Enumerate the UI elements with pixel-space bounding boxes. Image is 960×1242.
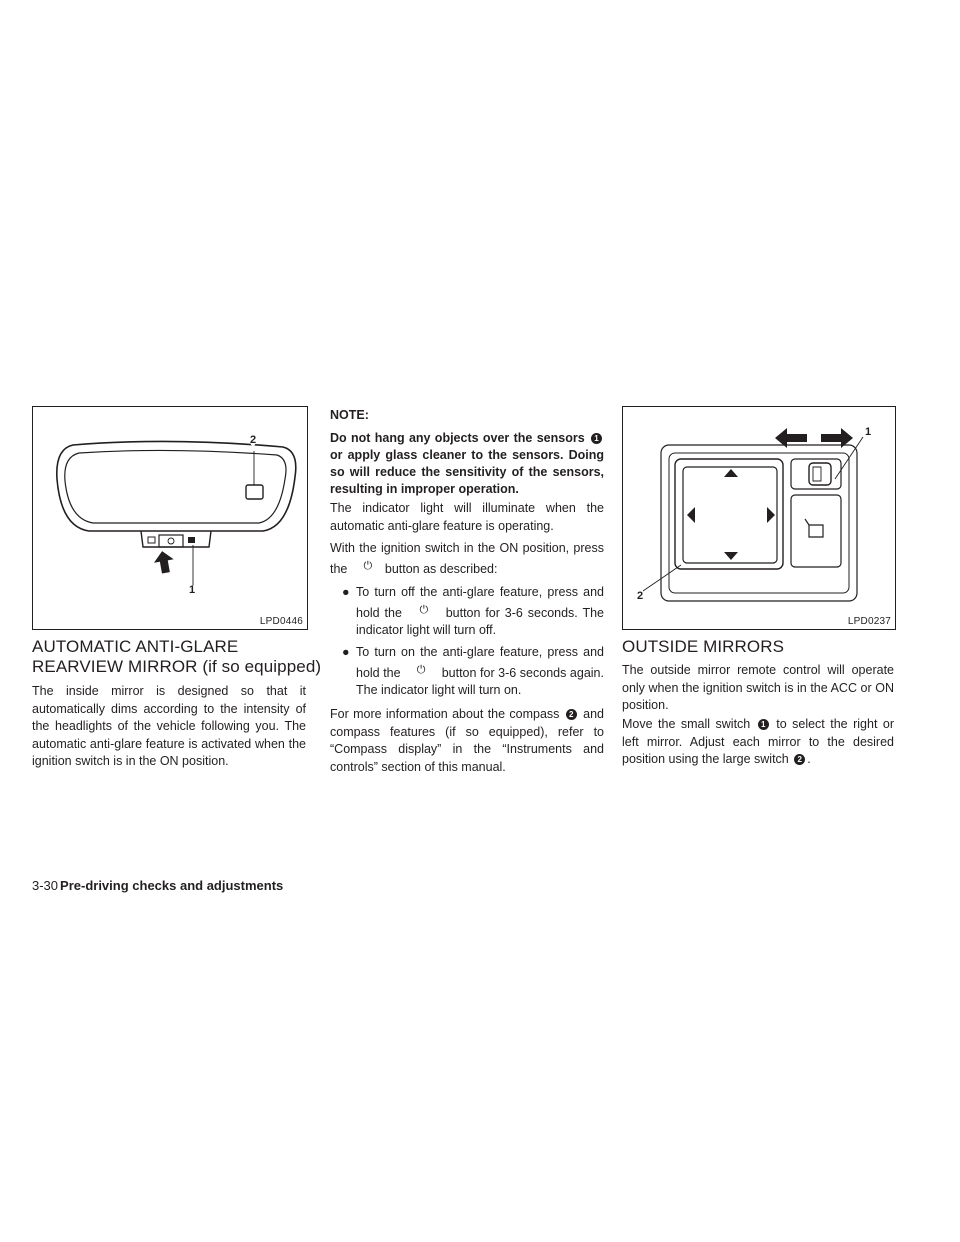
bullet-turn-off <box>342 584 604 640</box>
figure-rearview-mirror <box>32 406 308 630</box>
callout-2: 2 <box>637 590 644 602</box>
section-title-rearview-mirror <box>32 637 332 677</box>
chapter-title: Pre-driving checks and adjustments <box>60 878 284 893</box>
power-icon: ⏻ <box>419 603 429 616</box>
section-title-outside-mirrors: OUTSIDE MIRRORS <box>622 637 785 656</box>
rearview-mirror-description: The inside mirror is designed so that it automatically dims according to the intensity of the headlights of the vehicle following you. The automatic anti-glare feature is activated when the ignition switch is in the ON position. <box>32 684 306 768</box>
note-text-2: or apply glass cleaner to the sensors. Doing so will reduce the sensitivity of the sensors, resulting in improper operation. <box>330 448 604 496</box>
callout-1: 1 <box>865 426 872 438</box>
outside-mirrors-paragraph-1: The outside mirror remote control will operate only when the ignition switch is in the ACC or ON position. <box>622 663 894 712</box>
title-line-2: REARVIEW MIRROR (if so equipped) <box>32 657 322 676</box>
outside-callout-1: 1 <box>758 719 769 730</box>
bullet-turn-on <box>342 644 604 700</box>
outside-text-1: Move the small switch <box>622 717 751 731</box>
ignition-text-1: With the ignition switch in the ON position, press the <box>330 541 604 576</box>
callout-2: 2 <box>250 434 257 446</box>
page-number: 3-30 <box>32 878 59 893</box>
outside-text-2: to select the right or left mirror. Adjust each mirror to the desired position using the large switch <box>622 717 895 766</box>
callout-1: 1 <box>189 584 196 596</box>
bullet-turn-on-text-2: button for 3-6 seconds again. The indicator light will turn on. <box>356 665 604 697</box>
page-footer <box>32 878 283 893</box>
rearview-mirror-illustration <box>33 407 307 629</box>
bullet-turn-off-text-1: To turn off the anti-glare feature, press and hold the <box>356 585 604 620</box>
bullet-turn-off-text-2: button for 3-6 seconds. The indicator light will turn off. <box>356 605 604 637</box>
compass-paragraph <box>330 706 604 776</box>
bullet-dot: ● <box>342 645 350 659</box>
power-icon: ⏻ <box>416 663 426 676</box>
figure-outside-mirror-switch <box>622 406 896 630</box>
compass-text-2: and compass features (if so equipped), refer to “Compass display” in the “Instruments and controls” section of this manual. <box>330 707 604 774</box>
indicator-paragraph: The indicator light will illuminate when the automatic anti-glare feature is operating. <box>330 501 604 533</box>
bullet-turn-on-text-1: To turn on the anti-glare feature, press and hold the <box>356 645 604 680</box>
power-icon: ⏻ <box>363 559 373 572</box>
bullet-dot: ● <box>342 585 350 599</box>
note-text-1: Do not hang any objects over the sensors <box>330 431 585 445</box>
compass-callout-2: 2 <box>566 709 577 720</box>
title-line-1: AUTOMATIC ANTI-GLARE <box>32 637 239 656</box>
compass-text-1: For more information about the compass <box>330 707 560 721</box>
note-heading: NOTE: <box>330 408 369 422</box>
note-callout-1: 1 <box>591 433 602 444</box>
outside-callout-2: 2 <box>794 754 805 765</box>
mirror-switch-illustration <box>623 407 895 629</box>
figure-code: LPD0446 <box>259 616 303 627</box>
note-body <box>330 430 604 498</box>
ignition-text-2: button as described: <box>384 561 498 576</box>
outside-mirrors-paragraph-2 <box>622 716 894 769</box>
ignition-paragraph <box>330 540 604 578</box>
outside-text-3: . <box>807 752 811 766</box>
figure-code: LPD0237 <box>847 616 891 627</box>
